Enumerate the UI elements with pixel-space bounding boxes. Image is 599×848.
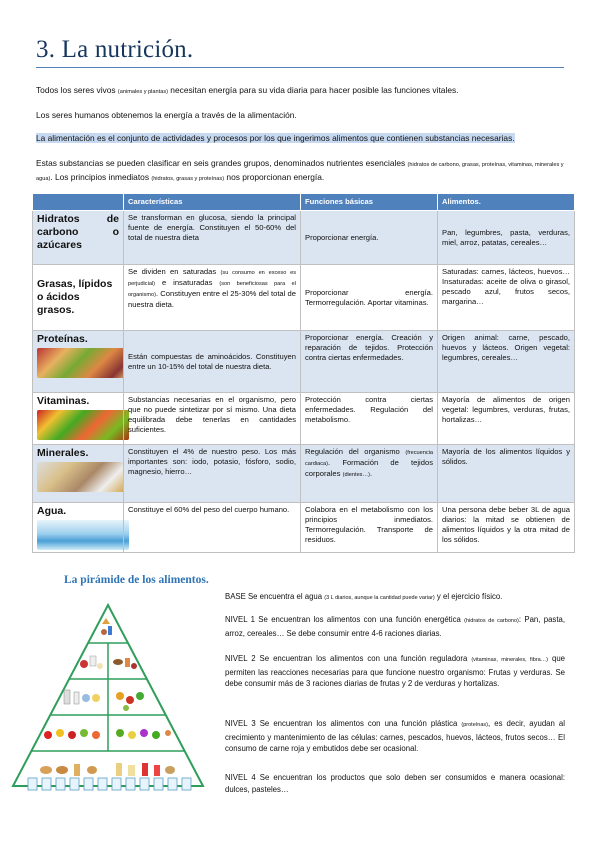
mineral-food-image (37, 462, 129, 492)
row-label (33, 331, 124, 393)
table-header-cell: Funciones básicas (301, 194, 438, 211)
table-header-row (33, 194, 575, 211)
table-header-cell (33, 194, 124, 211)
table-cell: Se transforman en glucosa, siendo la principal fuente de energía. Constituyen el 50-60% del total de nuestra dieta (124, 211, 301, 265)
table-row (33, 331, 575, 393)
intro-text: necesitan energía para su vida diaria para hacer posible las funciones vitales. (167, 85, 459, 95)
cell-text: Regulación del organismo (305, 447, 406, 456)
intro-paragraph-1 (36, 84, 564, 98)
table-row (33, 265, 575, 331)
table-cell: Substancias necesarias en el organismo, pero que no puede sintetizar por sí mismo. Una dieta equilibrada debe tenerlas en cantidades suficientes. (124, 393, 301, 445)
row-label-text: Proteínas. (37, 333, 88, 345)
table-header-cell: Características (124, 194, 301, 211)
table-cell: Origen animal: carne, pescado, huevos y lácteos. Origen vegetal: legumbres, cereales… (438, 331, 575, 393)
row-label (33, 393, 124, 445)
cell-text: e insaturadas (155, 278, 220, 287)
level-text: que permiten las reacciones necesarias para que funcione nuestro organismo: Frutas y verduras. Se debe consumir más de 3 raciones diarias de frutas y 2 de verduras y hortalizas. (225, 654, 565, 688)
row-label (33, 445, 124, 503)
intro-text: Todos los seres vivos (36, 85, 118, 95)
pyramid-level-4-text: NIVEL 4 Se encuentran los productos que solo deben ser consumidos e manera ocasional: dulces, pasteles… (225, 773, 565, 794)
level-note: (proteínas) (461, 722, 488, 728)
row-label-text: Minerales. (37, 447, 89, 459)
table-cell: Proporcionar energía. (301, 211, 438, 265)
level-text: : Pan, pasta, arroz, cereales… Se debe consumir entre 4-6 raciones diarias. (225, 615, 566, 638)
cell-note: (dientes…) (342, 472, 370, 478)
row-label: Hidratos de carbono o azúcares (33, 211, 124, 265)
table-row (33, 445, 575, 503)
level-text: NIVEL 3 Se encuentran los alimentos con una función plástica (225, 719, 462, 728)
table-cell: Pan, legumbres, pasta, verduras, miel, arroz, patatas, cereales… (438, 211, 575, 265)
cell-text: . Constituyen entre el 25-30% del total de nuestra dieta. (128, 289, 296, 309)
table-row (33, 211, 575, 265)
level-text: NIVEL 1 Se encuentran los alimentos con una función energética (225, 615, 465, 624)
table-cell: Protección contra ciertas enfermedades. Regulación del metabolismo. (301, 393, 438, 445)
table-cell: Mayoría de alimentos de origen vegetal: legumbres, verduras, frutas, hortalizas… (438, 393, 575, 445)
intro-text: Estas substancias se pueden clasificar en seis grandes grupos, denominados nutrientes esenciales (36, 158, 408, 168)
intro-text: . Los principios inmediatos (50, 172, 152, 182)
level-note: (3 L diarios, aunque la cantidad puede variar) (324, 595, 435, 601)
table-cell: Proporcionar energía. Termorregulación. Aportar vitaminas. (301, 265, 438, 331)
table-cell (301, 445, 438, 503)
table-cell: Mayoría de los alimentos líquidos y sólidos. (438, 445, 575, 503)
table-cell: Saturadas: carnes, lácteos, huevos… Insaturadas: aceite de oliva o girasol, pescado azul, frutos secos, margarina… (438, 265, 575, 331)
cell-text: Se dividen en saturadas (128, 267, 221, 276)
level-text: BASE Se encuentra el agua (225, 592, 325, 601)
row-label-text: Agua. (37, 505, 67, 517)
vitamin-food-image (37, 410, 129, 440)
table-cell: Una persona debe beber 3L de agua diarios: la mitad se obtienen de alimentos líquidos y la otra mitad de los sólidos. (438, 503, 575, 553)
cell-text: . (369, 469, 373, 478)
water-image (37, 520, 129, 550)
table-cell (124, 265, 301, 331)
cell-note: (frecuencia cardiaca) (305, 450, 433, 467)
title-rule (36, 67, 564, 68)
intro-paragraph-3 (36, 132, 564, 144)
table-cell: Colabora en el metabolismo con los principios inmediatos. Termorregulación. Transporte de residuos. (301, 503, 438, 553)
nutrients-table (32, 193, 575, 553)
pyramid-level-1-text (225, 614, 565, 639)
intro-text: nos proporcionan energía. (224, 172, 325, 182)
level-note: (vitaminas, minerales, fibra…) (471, 657, 548, 663)
pyramid-subtitle: La pirámide de los alimentos. (64, 574, 209, 586)
table-cell: Proporcionar energía. Creación y reparación de tejidos. Protección contra ciertas enfermedades. (301, 331, 438, 393)
table-row (33, 393, 575, 445)
cell-note: (son beneficiosas para el organismo) (128, 281, 296, 298)
level-text: , es decir, ayudan al crecimiento y mantenimiento de las células: carnes, pescados, huevos, lácteos, frutos secos… El consumo de carne roja y embutidos debe ser ocasional. (225, 719, 565, 753)
level-text: y el ejercicio físico. (434, 592, 503, 601)
intro-note: (hidratos, grasas y proteínas) (151, 176, 225, 182)
level-text: NIVEL 2 Se encuentran los alimentos con una función reguladora (225, 654, 472, 663)
row-label-text: Vitaminas. (37, 395, 90, 407)
protein-food-image (37, 348, 129, 378)
level-note: (hidratos de carbono) (464, 618, 519, 624)
pyramid-level-3-text (225, 718, 565, 755)
intro-paragraph-4 (36, 157, 564, 185)
page-title: 3. La nutrición. (36, 36, 194, 63)
row-label: Grasas, lípidos o ácidos grasos. (33, 265, 124, 331)
highlighted-definition: La alimentación es el conjunto de actividades y procesos por los que ingerimos alimentos que contienen substancias necesarias. (36, 133, 515, 143)
table-cell: Constituyen el 4% de nuestro peso. Los más importantes son: iodo, potasio, fósforo, sodio, magnesio, hierro… (124, 445, 301, 503)
cell-note: (su consumo en exceso es perjudicial) (128, 270, 296, 287)
table-header-cell: Alimentos. (438, 194, 575, 211)
pyramid-base-text (225, 591, 565, 605)
intro-paragraph-2: Los seres humanos obtenemos la energía a través de la alimentación. (36, 110, 297, 120)
pyramid-level-2-text (225, 653, 565, 690)
food-pyramid-illustration (8, 600, 208, 792)
table-row (33, 503, 575, 553)
intro-note: (hidratos de carbono, grasas, proteínas, vitaminas, minerales y agua) (36, 162, 564, 182)
table-cell: Están compuestas de aminoácidos. Constituyen entre un 10-15% del total de nuestra dieta. (124, 331, 301, 393)
cell-text: . Formación de tejidos corporales (305, 458, 433, 478)
row-label (33, 503, 124, 553)
intro-note: (animales y plantas) (117, 89, 168, 95)
table-cell: Constituye el 60% del peso del cuerpo humano. (124, 503, 301, 553)
